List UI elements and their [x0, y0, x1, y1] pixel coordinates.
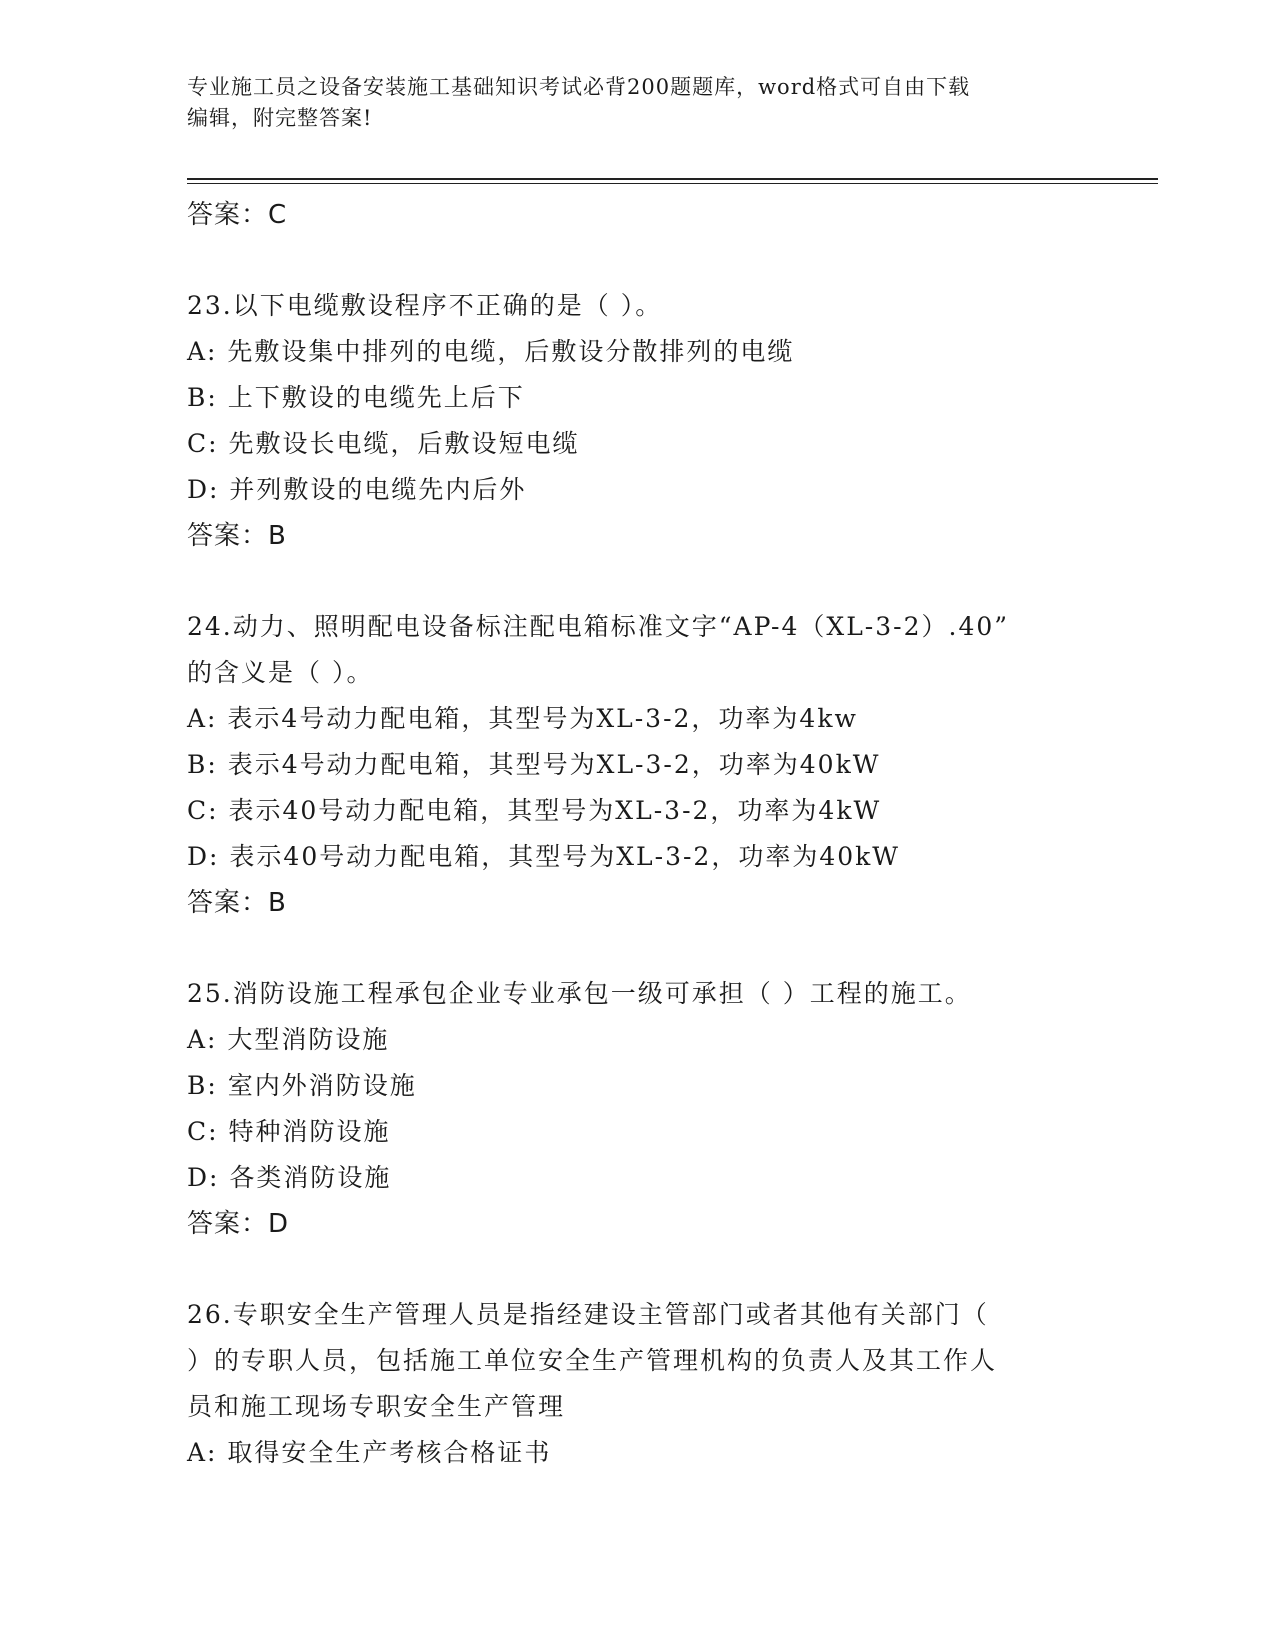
- header-rule-thin: [187, 183, 1158, 184]
- answer-line: 答案：B: [187, 888, 287, 918]
- option-c: C: 先敷设长电缆，后敷设短电缆: [187, 429, 580, 458]
- option-b: B: 表示4号动力配电箱，其型号为XL-3-2，功率为40kW: [187, 750, 881, 779]
- document-header: [187, 72, 1087, 134]
- question-text: 23.以下电缆敷设程序不正确的是（ ）。: [187, 291, 663, 320]
- question-list: [187, 192, 1087, 1476]
- question-text: 25.消防设施工程承包企业专业承包一级可承担（ ）工程的施工。: [187, 979, 972, 1008]
- question-text: 员和施工现场专职安全生产管理: [187, 1392, 566, 1421]
- header-line-2: 编辑，附完整答案!: [187, 106, 373, 130]
- option-b: B: 上下敷设的电缆先上后下: [187, 383, 525, 412]
- answer-line: 答案：C: [187, 200, 288, 230]
- option-d: D: 各类消防设施: [187, 1163, 392, 1192]
- option-a: A: 大型消防设施: [187, 1025, 390, 1054]
- answer-line: 答案：D: [187, 1209, 290, 1239]
- answer-line: 答案：B: [187, 521, 287, 551]
- question-block: [187, 971, 1087, 1247]
- question-block: [187, 604, 1087, 926]
- question-block: [187, 1292, 1087, 1476]
- option-d: D: 表示40号动力配电箱，其型号为XL-3-2，功率为40kW: [187, 842, 900, 871]
- question-text: ）的专职人员，包括施工单位安全生产管理机构的负责人及其工作人: [187, 1346, 998, 1375]
- header-rule-thick: [187, 178, 1158, 180]
- question-text: 的含义是（ ）。: [187, 658, 374, 687]
- question-text: 26.专职安全生产管理人员是指经建设主管部门或者其他有关部门（: [187, 1300, 989, 1329]
- question-text: 24.动力、照明配电设备标注配电箱标准文字“AP-4（XL-3-2）.40”: [187, 612, 1010, 641]
- option-b: B: 室内外消防设施: [187, 1071, 417, 1100]
- option-a: A: 表示4号动力配电箱，其型号为XL-3-2，功率为4kw: [187, 704, 858, 733]
- option-c: C: 特种消防设施: [187, 1117, 391, 1146]
- option-a: A: 取得安全生产考核合格证书: [187, 1438, 552, 1467]
- question-block: [187, 283, 1087, 559]
- option-d: D: 并列敷设的电缆先内后外: [187, 475, 527, 504]
- option-c: C: 表示40号动力配电箱，其型号为XL-3-2，功率为4kW: [187, 796, 882, 825]
- option-a: A: 先敷设集中排列的电缆，后敷设分散排列的电缆: [187, 337, 795, 366]
- header-line-1: 专业施工员之设备安装施工基础知识考试必背200题题库，word格式可自由下载: [187, 75, 971, 99]
